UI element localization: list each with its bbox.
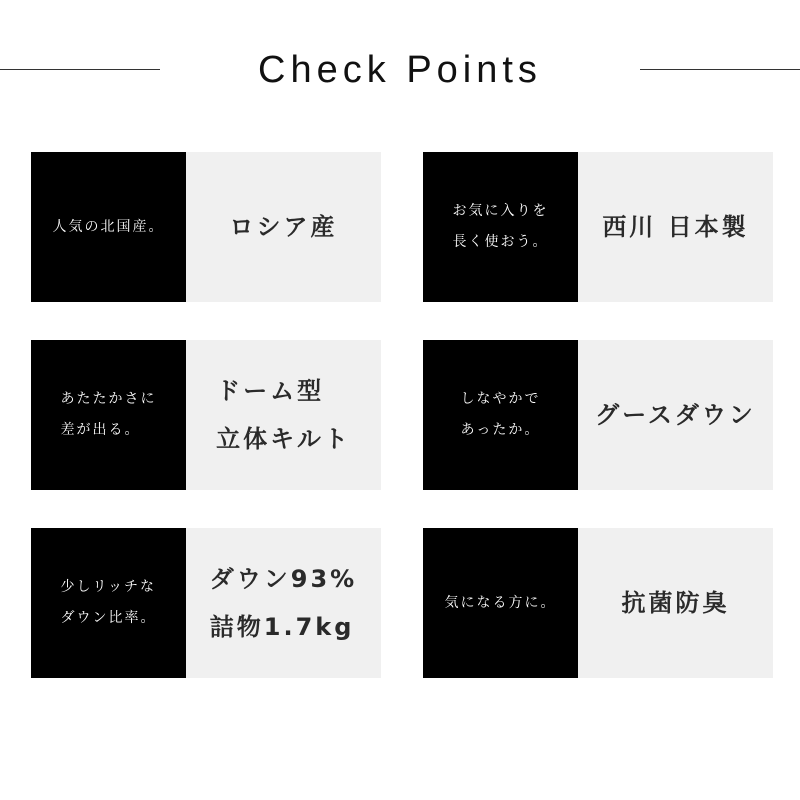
card-label: しなやかで あったか。 [460,391,541,438]
card-label-box [31,152,186,302]
card-value-box [578,528,773,678]
card-value-box [186,528,381,678]
check-point-card [31,528,381,678]
card-value: 抗菌防臭 [621,589,730,617]
card-label-box [423,340,578,490]
card-label-box [31,340,186,490]
card-label-box [31,528,186,678]
card-label: 人気の北国産。 [52,218,165,235]
card-value: ダウン93% 詰物1.7kg [209,565,358,641]
card-label-box [423,528,578,678]
card-label: 気になる方に。 [444,594,557,611]
title-divider-right [640,69,800,70]
card-value-box [578,340,773,490]
card-value-box [186,152,381,302]
card-value: ロシア産 [229,213,338,241]
card-value: グースダウン [595,401,756,429]
card-value: ドーム型 立体キルト [216,377,351,453]
check-point-card [423,528,773,678]
card-value-box [578,152,773,302]
card-label: あたたかさに 差が出る。 [60,391,157,438]
card-label: お気に入りを 長く使おう。 [452,203,549,250]
check-point-card [423,152,773,302]
card-label: 少しリッチな ダウン比率。 [60,579,157,626]
card-label-box [423,152,578,302]
card-value-box [186,340,381,490]
check-point-card [31,152,381,302]
page-title: Check Points [258,49,542,91]
card-value: 西川 日本製 [602,213,749,241]
check-point-card [31,340,381,490]
check-point-card [423,340,773,490]
